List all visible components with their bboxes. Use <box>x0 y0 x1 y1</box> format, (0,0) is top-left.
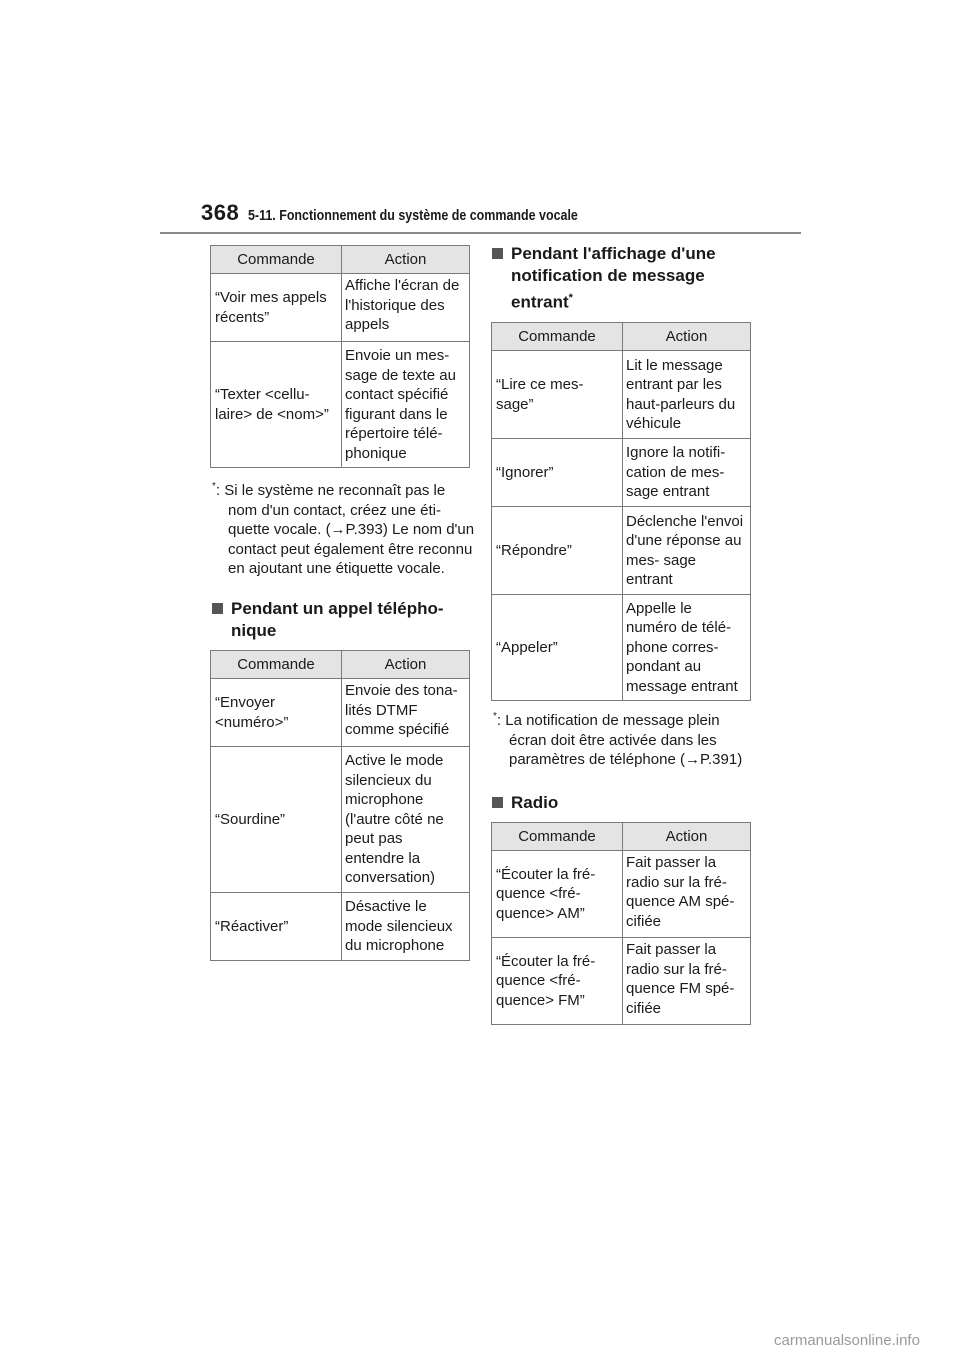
footnote-notification <box>493 707 758 770</box>
column-header-action: Action <box>342 246 470 274</box>
command-cell: “Réactiver” <box>211 893 342 961</box>
footnote-text: : Si le système ne reconnaît pas le nom d'un contact, créez une éti- quette vocale. (→P.393) Le nom d'un contact peut également être reconnu en ajoutant une étiquette vocale. <box>215 482 475 577</box>
watermark: carmanualsonline.info <box>774 1332 920 1349</box>
table-row <box>211 747 470 893</box>
action-cell: Fait passer la radio sur la fré- quence AM spé- cifiée <box>623 851 751 938</box>
command-cell: “Voir mes appels récents” <box>211 274 342 342</box>
command-cell: “Ignorer” <box>492 439 623 507</box>
table-row <box>492 507 751 595</box>
heading-radio: Radio <box>492 792 754 814</box>
header-rule <box>160 232 801 234</box>
square-bullet-icon <box>212 603 223 614</box>
command-cell: “Texter <cellu- laire> de <nom>” <box>211 342 342 468</box>
table-call-commands <box>210 650 470 961</box>
column-header-command: Commande <box>492 323 623 351</box>
heading-message-notification: Pendant l'affichage d'une notification de message entrant* <box>492 243 754 314</box>
action-cell: Déclenche l'envoi d'une réponse au mes- sage entrant <box>623 507 751 595</box>
column-header-command: Commande <box>492 823 623 851</box>
command-cell: “Sourdine” <box>211 747 342 893</box>
column-header-action: Action <box>623 323 751 351</box>
action-cell: Désactive le mode silencieux du microphone <box>342 893 470 961</box>
command-cell: “Écouter la fré- quence <fré- quence> FM” <box>492 938 623 1025</box>
table-phone-commands <box>210 245 470 468</box>
command-cell: “Lire ce mes- sage” <box>492 351 623 439</box>
command-cell: “Répondre” <box>492 507 623 595</box>
table-row <box>492 595 751 701</box>
table-radio-commands <box>491 822 751 1025</box>
command-cell: “Écouter la fré- quence <fré- quence> AM” <box>492 851 623 938</box>
heading-phone-call: Pendant un appel télépho- nique <box>212 598 472 642</box>
action-cell: Envoie des tona- lités DTMF comme spécifié <box>342 679 470 747</box>
action-cell: Active le mode silencieux du microphone (l'autre côté ne peut pas entendre la conversation) <box>342 747 470 893</box>
footnote-text: : La notification de message plein écran doit être activée dans les paramètres de téléphone (→P.391) <box>496 712 743 768</box>
table-row <box>211 893 470 961</box>
footnote-marker: * <box>568 292 573 304</box>
column-header-command: Commande <box>211 246 342 274</box>
column-header-action: Action <box>623 823 751 851</box>
square-bullet-icon <box>492 797 503 808</box>
table-row <box>492 351 751 439</box>
table-row <box>211 679 470 747</box>
column-header-command: Commande <box>211 651 342 679</box>
command-cell: “Appeler” <box>492 595 623 701</box>
action-cell: Fait passer la radio sur la fré- quence FM spé- cifiée <box>623 938 751 1025</box>
table-row <box>492 851 751 938</box>
action-cell: Ignore la notifi- cation de mes- sage entrant <box>623 439 751 507</box>
table-row <box>492 938 751 1025</box>
page-number: 368 <box>201 200 240 225</box>
action-cell: Affiche l'écran de l'historique des appels <box>342 274 470 342</box>
action-cell: Envoie un mes- sage de texte au contact spécifié figurant dans le répertoire télé- phonique <box>342 342 470 468</box>
footnote-marker: * <box>493 711 497 722</box>
footnote-contact <box>212 477 477 579</box>
column-header-action: Action <box>342 651 470 679</box>
table-row <box>211 274 470 342</box>
square-bullet-icon <box>492 248 503 259</box>
action-cell: Lit le message entrant par les haut-parleurs du véhicule <box>623 351 751 439</box>
command-cell: “Envoyer <numéro>” <box>211 679 342 747</box>
table-row <box>211 342 470 468</box>
section-title: 5-11. Fonctionnement du système de commande vocale <box>248 208 578 224</box>
table-message-commands <box>491 322 751 701</box>
footnote-marker: * <box>212 481 216 492</box>
table-row <box>492 439 751 507</box>
action-cell: Appelle le numéro de télé- phone corres- pondant au message entrant <box>623 595 751 701</box>
